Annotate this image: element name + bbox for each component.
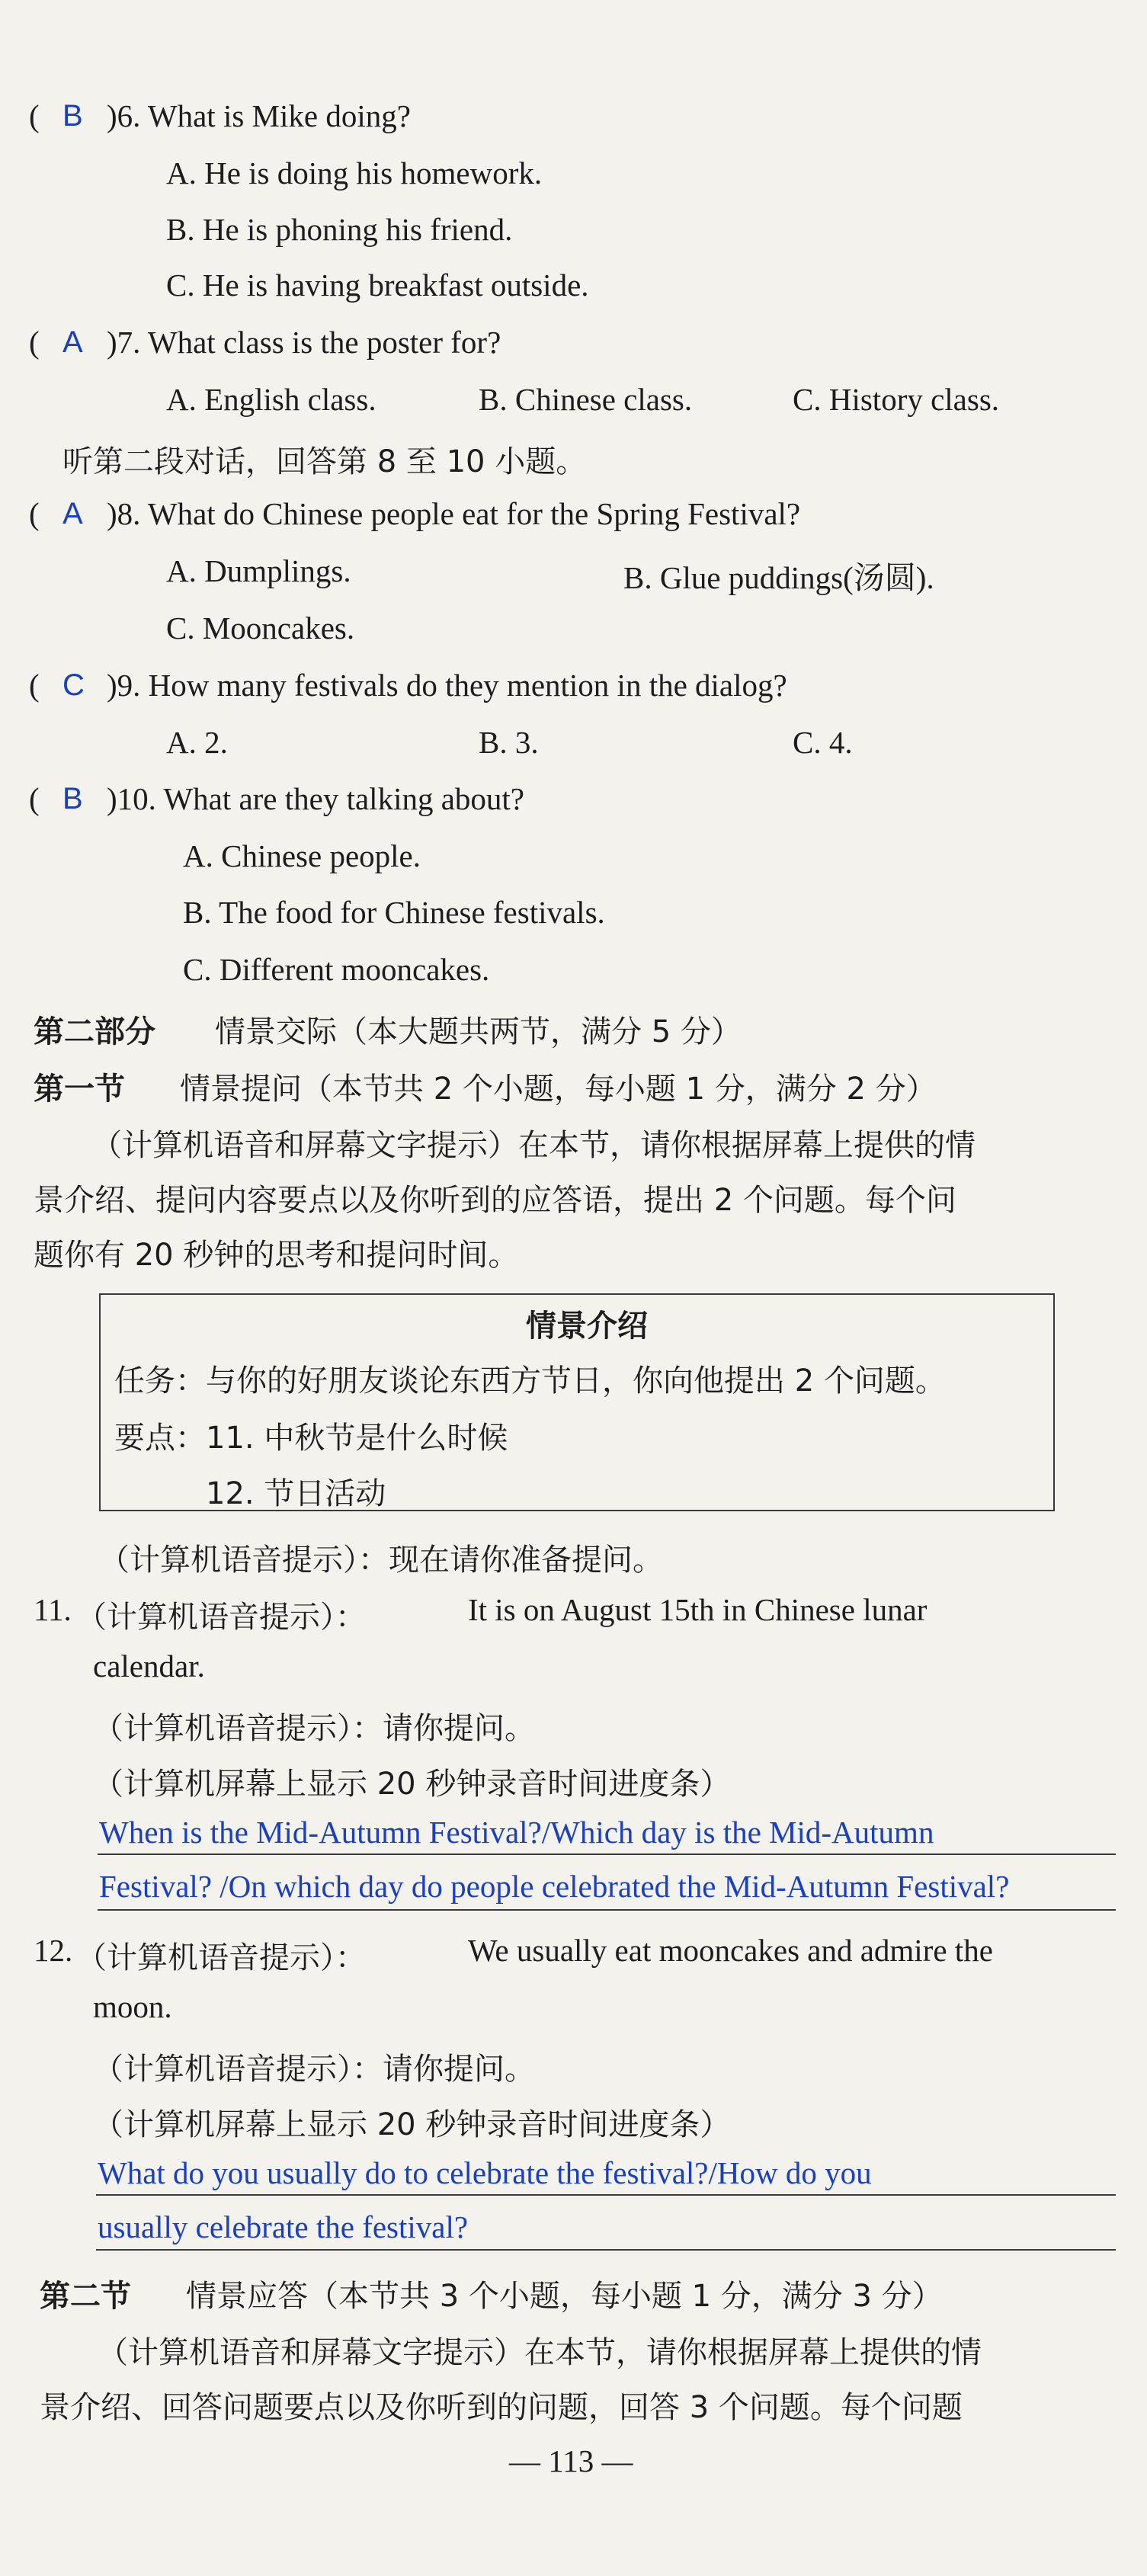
question-9-stem: )9. How many festivals do they mention in the dialog?: [107, 668, 787, 703]
q12-answer-rule1: [96, 2194, 1116, 2196]
answer-9: C: [62, 668, 85, 702]
q11-answer-line2: Festival? /On which day do people celebrated the Mid-Autumn Festival?: [99, 1869, 1010, 1904]
page-number: — 113 —: [509, 2443, 633, 2478]
section2-title: 第二节: [40, 2279, 131, 2314]
q11-screen-prompt: （计算机屏幕上显示 20 秒钟录音时间进度条）: [93, 1767, 731, 1802]
section1-title: 第一节: [34, 1072, 125, 1107]
section2-intro-line1: （计算机语音和屏幕文字提示）在本节，请你根据屏幕上提供的情: [98, 2335, 982, 2370]
q12-answer-line1: What do you usually do to celebrate the festival?/How do you: [98, 2155, 872, 2190]
situation-point-1: 11. 中秋节是什么时候: [206, 1421, 508, 1456]
question-7-stem: )7. What class is the poster for?: [107, 325, 501, 360]
q8-option-c: C. Mooncakes.: [166, 610, 355, 646]
section1-intro-line2: 景介绍、提问内容要点以及你听到的应答语，提出 2 个问题。每个问: [34, 1183, 956, 1218]
dialog2-instruction: 听第二段对话，回答第 8 至 10 小题。: [62, 444, 587, 479]
question-6-stem: )6. What is Mike doing?: [107, 98, 411, 133]
section1-title-rest: 情景提问（本节共 2 个小题，每小题 1 分，满分 2 分）: [180, 1072, 937, 1107]
question-11-number: 11.: [34, 1592, 72, 1627]
q6-option-a: A. He is doing his homework.: [166, 155, 543, 191]
q12-prompt-en-continued: moon.: [93, 1989, 172, 2024]
q11-prompt-en: It is on August 15th in Chinese lunar: [468, 1592, 928, 1627]
answer-paren-open: (: [29, 496, 40, 531]
q6-option-c: C. He is having breakfast outside.: [166, 268, 589, 303]
situation-box-title: 情景介绍: [526, 1309, 648, 1344]
section1-intro-line3: 题你有 20 秒钟的思考和提问时间。: [34, 1238, 519, 1273]
q7-option-a: A. English class.: [166, 382, 376, 417]
answer-paren-open: (: [29, 325, 40, 360]
q8-option-a: A. Dumplings.: [166, 553, 351, 588]
question-8-stem: )8. What do Chinese people eat for the Spring Festival?: [107, 496, 801, 531]
section1-intro-line1: （计算机语音和屏幕文字提示）在本节，请你根据屏幕上提供的情: [91, 1128, 976, 1163]
situation-points-label: 要点：: [114, 1421, 206, 1456]
question-10-stem: )10. What are they talking about?: [107, 781, 524, 816]
q11-answer-rule1: [98, 1854, 1116, 1855]
answer-paren-open: (: [29, 781, 40, 816]
q12-ask-prompt: （计算机语音提示）：请你提问。: [93, 2052, 535, 2087]
answer-paren-open: (: [29, 98, 40, 133]
q12-prompt-en: We usually eat mooncakes and admire the: [468, 1933, 993, 1968]
answer-8: A: [62, 497, 83, 530]
answer-6: B: [62, 99, 83, 133]
q8-option-b: B. Glue puddings(汤圆).: [623, 560, 934, 595]
answer-7: A: [62, 325, 83, 359]
q10-option-c: C. Different mooncakes.: [183, 952, 490, 987]
prepare-prompt: （计算机语音提示）：现在请你准备提问。: [99, 1543, 663, 1578]
q11-answer-line1: When is the Mid-Autumn Festival?/Which day is the Mid-Autumn: [99, 1815, 934, 1850]
question-12-number: 12.: [34, 1933, 73, 1968]
q12-answer-rule2: [96, 2249, 1116, 2251]
section2-title-rest: 情景应答（本节共 3 个小题，每小题 1 分，满分 3 分）: [186, 2279, 943, 2314]
q9-option-a: A. 2.: [166, 725, 228, 760]
q12-prompt-cn: （计算机语音提示）：: [76, 1940, 366, 1975]
q11-prompt-en-continued: calendar.: [93, 1648, 205, 1684]
q7-option-b: B. Chinese class.: [479, 382, 693, 417]
q11-answer-rule2: [98, 1909, 1116, 1911]
q10-option-a: A. Chinese people.: [183, 838, 421, 873]
q12-answer-line2: usually celebrate the festival?: [98, 2209, 469, 2244]
q11-ask-prompt: （计算机语音提示）：请你提问。: [93, 1711, 535, 1746]
part2-title-rest: 情景交际（本大题共两节，满分 5 分）: [215, 1014, 742, 1049]
answer-paren-open: (: [29, 668, 40, 703]
q10-option-b: B. The food for Chinese festivals.: [183, 895, 605, 930]
section2-intro-line2: 景介绍、回答问题要点以及你听到的问题，回答 3 个问题。每个问题: [40, 2390, 963, 2425]
q9-option-b: B. 3.: [479, 725, 539, 760]
q7-option-c: C. History class.: [793, 382, 1000, 417]
part2-title: 第二部分: [34, 1014, 155, 1049]
q12-screen-prompt: （计算机屏幕上显示 20 秒钟录音时间进度条）: [93, 2107, 731, 2142]
situation-point-2: 12. 节日活动: [206, 1476, 386, 1511]
q6-option-b: B. He is phoning his friend.: [166, 212, 513, 247]
answer-10: B: [62, 782, 83, 815]
q9-option-c: C. 4.: [793, 725, 853, 760]
q11-prompt-cn: （计算机语音提示）：: [76, 1600, 366, 1635]
situation-task: 任务：与你的好朋友谈论东西方节日，你向他提出 2 个问题。: [114, 1363, 946, 1399]
